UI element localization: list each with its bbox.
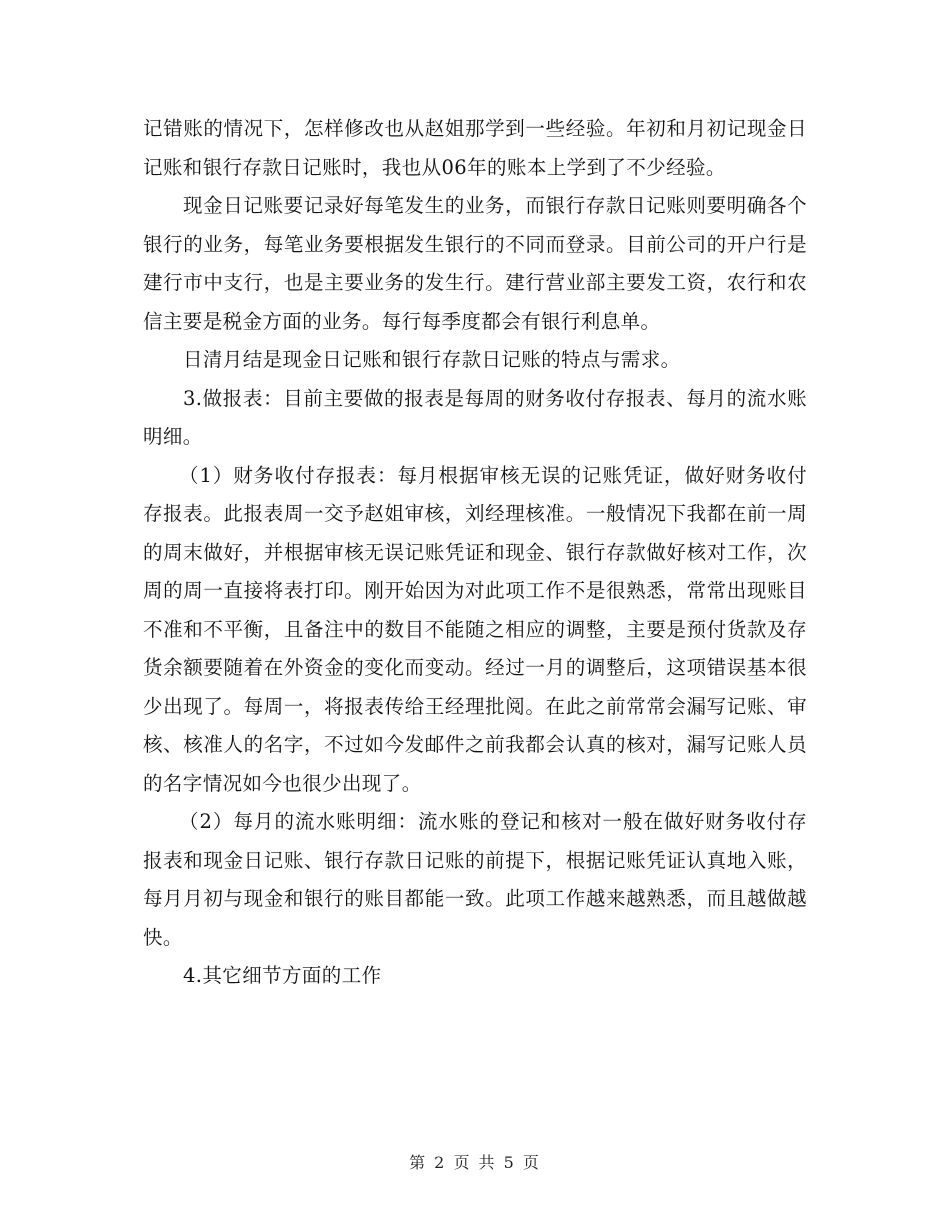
paragraph-ledger-correction: 记错账的情况下，怎样修改也从赵姐那学到一些经验。年初和月初记现金日记账和银行存款日记账时，我也从06年的账本上学到了不少经验。 xyxy=(143,117,807,179)
paragraph-other-details-heading: 4.其它细节方面的工作 xyxy=(183,964,382,987)
paragraph-reports-heading: 3.做报表：目前主要做的报表是每周的财务收付存报表、每月的流水账明细。 xyxy=(143,386,807,448)
page-number-footer: 第 2 页 共 5 页 xyxy=(409,1153,541,1172)
paragraph-cash-journal: 现金日记账要记录好每笔发生的业务，而银行存款日记账则要明确各个银行的业务，每笔业务要根据发生银行的不同而登录。目前公司的开户行是建行市中支行，也是主要业务的发生行。建行营业部主要发工资，农行和农信主要是税金方面的业务。每行每季度都会有银行利息单。 xyxy=(143,194,807,333)
paragraph-monthly-ledger: （2）每月的流水账明细：流水账的登记和核对一般在做好财务收付存报表和现金日记账、银行存款日记账的前提下，根据记账凭证认真地入账，每月月初与现金和银行的账目都能一致。此项工作越来越熟悉，而且越做越快。 xyxy=(143,810,807,949)
paragraph-daily-monthly-close: 日清月结是现金日记账和银行存款日记账的特点与需求。 xyxy=(183,348,681,371)
document-page xyxy=(143,110,807,996)
paragraph-receipt-payment-report: （1）财务收付存报表：每月根据审核无误的记账凭证，做好财务收付存报表。此报表周一交予赵姐审核，刘经理核准。一般情况下我都在前一周的周末做好，并根据审核无误记账凭证和现金、银行存款做好核对工作，次周的周一直接将表打印。刚开始因为对此项工作不是很熟悉，常常出现账目不准和不平衡，且备注中的数目不能随之相应的调整，主要是预付货款及存货余额要随着在外资金的变化而变动。经过一月的调整后，这项错误基本很少出现了。每周一，将报表传给王经理批阅。在此之前常常会漏写记账、审核、核准人的名字，不过如今发邮件之前我都会认真的核对，漏写记账人员的名字情况如今也很少出现了。 xyxy=(143,463,807,795)
